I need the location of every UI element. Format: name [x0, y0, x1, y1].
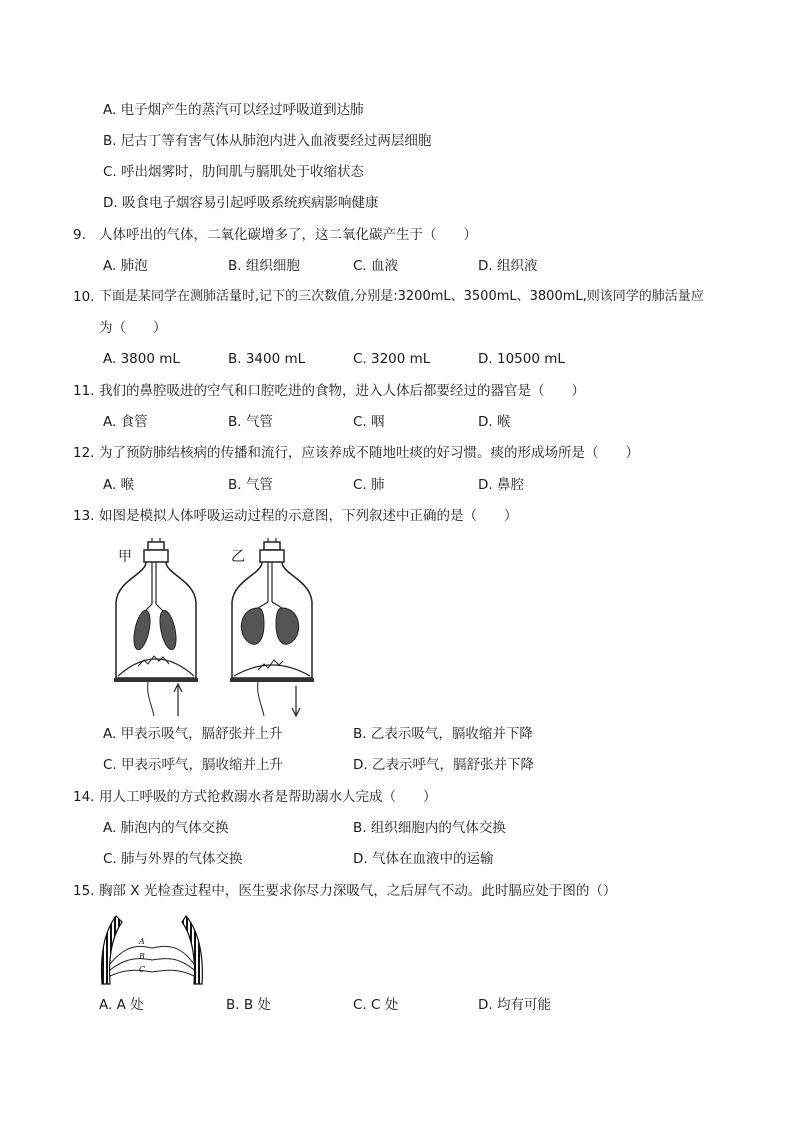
q11-option-a: A. 食管 [103, 414, 148, 430]
q10-option-d: D. 10500 mL [478, 351, 565, 367]
q8-option-c: C. 呼出烟雾时，肋间肌与膈肌处于收缩状态 [103, 164, 365, 180]
q9-option-c: C. 血液 [353, 258, 399, 274]
question-number: 9. [73, 227, 86, 243]
q12-option-c: C. 肺 [353, 477, 385, 493]
q12-option-a: A. 喉 [103, 477, 135, 493]
question-number: 13. [73, 508, 95, 524]
q10-option-b: B. 3400 mL [228, 351, 306, 367]
question-number: 15. [73, 883, 95, 899]
q13-option-d: D. 乙表示呼气，膈舒张并下降 [353, 757, 534, 773]
question-number: 12. [73, 445, 95, 461]
q10-option-a: A. 3800 mL [103, 351, 180, 367]
curve-label-b: B [139, 952, 145, 961]
q8-option-b: B. 尼古丁等有害气体从肺泡内进入血液要经过两层细胞 [103, 133, 432, 149]
bell-jar-figure [108, 538, 428, 718]
curve-label-c: C [139, 965, 146, 974]
q9-option-d: D. 组织液 [478, 258, 538, 274]
q14-option-c: C. 肺与外界的气体交换 [103, 851, 243, 867]
q10-option-c: C. 3200 mL [353, 351, 431, 367]
question-stem: 我们的鼻腔吸进的空气和口腔吃进的食物，进入人体后都要经过的器官是（ ） [99, 383, 585, 399]
q15-option-c: C. C 处 [353, 997, 399, 1013]
q8-option-d: D. 吸食电子烟容易引起呼吸系统疾病影响健康 [103, 195, 379, 211]
q11-option-d: D. 喉 [478, 414, 511, 430]
diaphragm-figure [98, 912, 210, 988]
q11-option-c: C. 咽 [353, 414, 385, 430]
q14-option-b: B. 组织细胞内的气体交换 [353, 820, 506, 836]
question-stem: 为了预防肺结核病的传播和流行，应该养成不随地吐痰的好习惯。痰的形成场所是（ ） [99, 445, 639, 461]
q9-option-a: A. 肺泡 [103, 258, 148, 274]
question-number: 11. [73, 383, 95, 399]
question-stem: 人体呼出的气体，二氧化碳增多了，这二氧化碳产生于（ ） [99, 227, 477, 243]
q13-option-a: A. 甲表示吸气，膈舒张并上升 [103, 726, 283, 742]
question-number: 14. [73, 789, 95, 805]
q13-option-b: B. 乙表示吸气，膈收缩并下降 [353, 726, 533, 742]
figure-label-jia: 甲 [118, 549, 132, 565]
question-number: 10. [73, 289, 95, 305]
question-stem: 下面是某同学在测肺活量时,记下的三次数值,分别是:3200mL、3500mL、3800mL,则该同学的肺活量应 [99, 289, 704, 304]
figure-label-yi: 乙 [231, 549, 245, 565]
question-stem: 用人工呼吸的方式抢救溺水者是帮助溺水人完成（ ） [99, 789, 437, 805]
q12-option-d: D. 鼻腔 [478, 477, 524, 493]
q9-option-b: B. 组织细胞 [228, 258, 300, 274]
q15-option-d: D. 均有可能 [478, 997, 551, 1013]
q14-option-d: D. 气体在血液中的运输 [353, 851, 494, 867]
q13-option-c: C. 甲表示呼气，膈收缩并上升 [103, 757, 284, 773]
q11-option-b: B. 气管 [228, 414, 273, 430]
q8-option-a: A. 电子烟产生的蒸汽可以经过呼吸道到达肺 [103, 102, 364, 118]
q12-option-b: B. 气管 [228, 477, 273, 493]
question-stem: 如图是模拟人体呼吸运动过程的示意图，下列叙述中正确的是（ ） [99, 508, 518, 524]
q14-option-a: A. 肺泡内的气体交换 [103, 820, 229, 836]
q15-option-a: A. A 处 [99, 997, 144, 1013]
question-stem-continued: 为（ ） [99, 320, 167, 336]
q15-option-b: B. B 处 [226, 997, 271, 1013]
question-stem: 胸部 X 光检查过程中，医生要求你尽力深吸气，之后屏气不动。此时膈应处于图的（） [99, 883, 617, 899]
curve-label-a: A [139, 937, 145, 946]
